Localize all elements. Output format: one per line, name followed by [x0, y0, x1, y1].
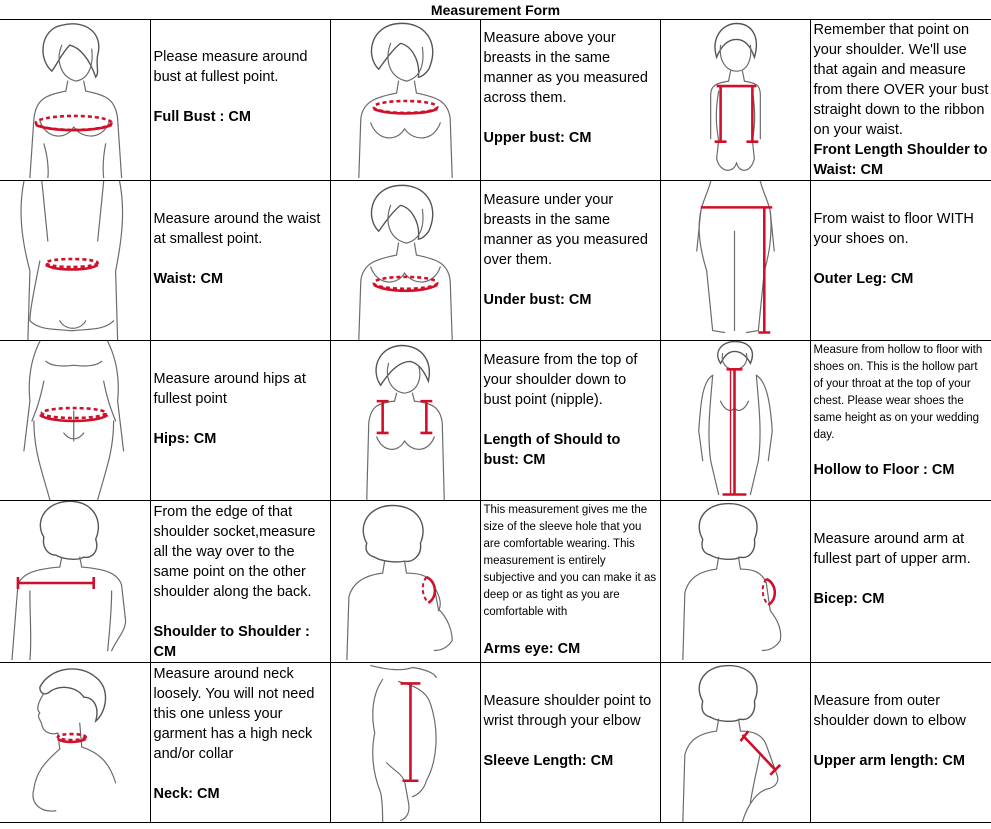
- upper-bust-description: Measure above your breasts in the same manner as you measured across them.: [483, 30, 648, 106]
- full-bust-cell: [150, 19, 330, 181]
- hollow-to-floor-description: Measure from hollow to floor with shoes on. This is the hollow part of your throat at the top of your chest. Please wear shoes the same height as on your wedding day.: [813, 344, 983, 441]
- front-length-description: Remember that point on your shoulder. We'll use that again and measure from there OVER your bust straight down to the ribbon on your waist.: [813, 22, 989, 138]
- under-bust-cell: [480, 181, 660, 341]
- hips-label: Hips: CM: [153, 431, 217, 447]
- hollow-to-floor-figure-icon: [660, 341, 810, 501]
- shoulder-to-bust-label: Length of Should to bust: CM: [483, 432, 621, 468]
- upper-bust-figure-icon: [330, 19, 480, 181]
- shoulder-to-bust-figure-icon: [330, 341, 480, 501]
- outer-leg-label: Outer Leg: CM: [813, 271, 914, 287]
- hips-cell: [150, 341, 330, 501]
- neck-cell: [150, 663, 330, 823]
- front-length-label: Front Length Shoulder to Waist: CM: [813, 142, 988, 178]
- hollow-to-floor-label: Hollow to Floor : CM: [813, 462, 955, 478]
- upper-arm-length-cell: [810, 663, 991, 823]
- table-row: [0, 501, 991, 663]
- outer-leg-cell: [810, 181, 991, 341]
- arms-eye-label: Arms eye: CM: [483, 641, 581, 657]
- table-row: [0, 341, 991, 501]
- full-bust-label: Full Bust : CM: [153, 109, 251, 125]
- neck-figure-icon: [0, 663, 150, 823]
- hollow-to-floor-cell: [810, 341, 991, 501]
- full-bust-figure-icon: [0, 19, 150, 181]
- bicep-figure-icon: [660, 501, 810, 663]
- waist-description: Measure around the waist at smallest point.: [153, 211, 321, 247]
- outer-leg-figure-icon: [660, 181, 810, 341]
- sleeve-length-cell: [480, 663, 660, 823]
- upper-arm-length-description: Measure from outer shoulder down to elbow: [813, 693, 966, 729]
- full-bust-description: Please measure around bust at fullest point.: [153, 49, 308, 85]
- form-title: Measurement Form: [0, 0, 991, 20]
- hips-description: Measure around hips at fullest point: [153, 371, 306, 407]
- upper-bust-cell: [480, 19, 660, 181]
- arms-eye-figure-icon: [330, 501, 480, 663]
- under-bust-label: Under bust: CM: [483, 292, 592, 308]
- measurement-table: [0, 19, 991, 823]
- front-length-cell: [810, 19, 991, 181]
- arms-eye-description: This measurement gives me the size of the sleeve hole that you are comfortable wearing. This measurement is entirely subjective and you can make it as deep or as tight as you are comfortable with: [483, 504, 657, 618]
- sleeve-length-figure-icon: [330, 663, 480, 823]
- front-length-figure-icon: [660, 19, 810, 181]
- upper-arm-length-figure-icon: [660, 663, 810, 823]
- shoulder-to-shoulder-description: From the edge of that shoulder socket,measure all the way over to the same point on the other shoulder along the back.: [153, 504, 316, 600]
- waist-label: Waist: CM: [153, 271, 224, 287]
- shoulder-to-bust-cell: [480, 341, 660, 501]
- bicep-label: Bicep: CM: [813, 591, 885, 607]
- table-row: [0, 19, 991, 181]
- bicep-cell: [810, 501, 991, 663]
- sleeve-length-description: Measure shoulder point to wrist through your elbow: [483, 693, 652, 729]
- sleeve-length-label: Sleeve Length: CM: [483, 753, 614, 769]
- shoulder-to-bust-description: Measure from the top of your shoulder down to bust point (nipple).: [483, 352, 638, 408]
- arms-eye-cell: [480, 501, 660, 663]
- neck-description: Measure around neck loosely. You will not need this one unless your garment has a high neck and/or collar: [153, 666, 315, 762]
- upper-bust-label: Upper bust: CM: [483, 130, 592, 146]
- shoulder-to-shoulder-figure-icon: [0, 501, 150, 663]
- waist-figure-icon: [0, 181, 150, 341]
- outer-leg-description: From waist to floor WITH your shoes on.: [813, 211, 974, 247]
- table-row: [0, 181, 991, 341]
- shoulder-to-shoulder-label: Shoulder to Shoulder : CM: [153, 624, 310, 660]
- waist-cell: [150, 181, 330, 341]
- under-bust-description: Measure under your breasts in the same manner as you measured over them.: [483, 192, 648, 268]
- hips-figure-icon: [0, 341, 150, 501]
- under-bust-figure-icon: [330, 181, 480, 341]
- upper-arm-length-label: Upper arm length: CM: [813, 753, 965, 769]
- shoulder-to-shoulder-cell: [150, 501, 330, 663]
- table-row: [0, 663, 991, 823]
- neck-label: Neck: CM: [153, 786, 220, 802]
- bicep-description: Measure around arm at fullest part of upper arm.: [813, 531, 971, 567]
